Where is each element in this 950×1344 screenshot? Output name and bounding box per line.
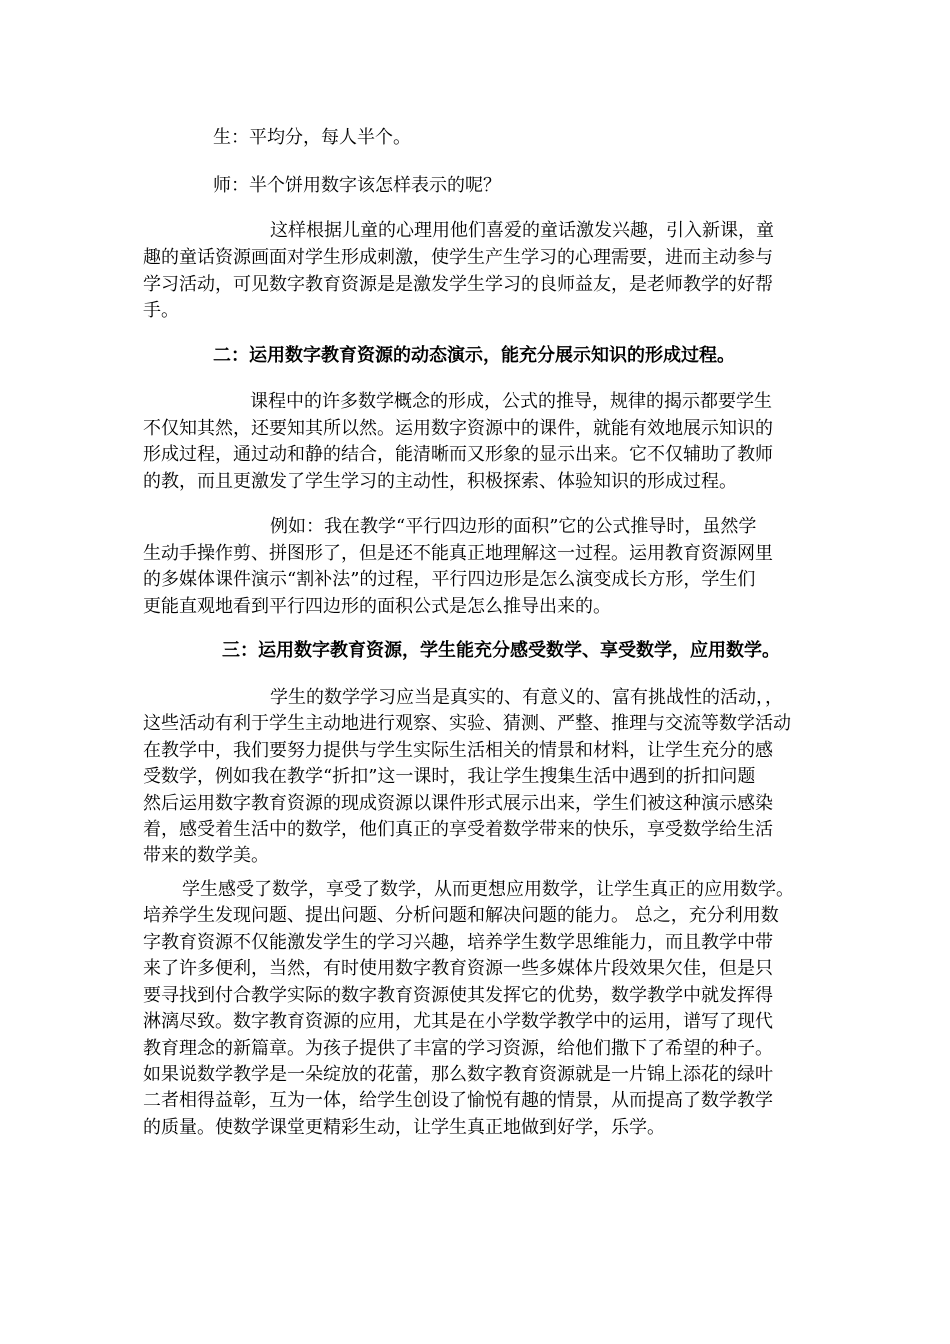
paragraph-4-line: 受数学，例如我在教学“折扣”这一课时，我让学生搜集生活中遇到的折扣问题 (143, 766, 756, 787)
paragraph-5-line: 如果说数学教学是一朵绽放的花蕾，那么数字教育资源就是一片锦上添花的绿叶 (143, 1064, 773, 1085)
paragraph-1-line: 手。 (143, 300, 179, 321)
section-heading-2: 二：运用数字教育资源的动态演示，能充分展示知识的形成过程。 (213, 345, 735, 366)
paragraph-4-line: 这些活动有利于学生主动地进行观察、实验、猜测、严整、推理与交流等数学活动 (143, 713, 791, 734)
paragraph-5-line: 培养学生发现问题、提出问题、分析问题和解决问题的能力。 总之，充分利用数 (143, 905, 779, 926)
paragraph-2-line: 的教，而且更激发了学生学习的主动性，积极探索、体验知识的形成过程。 (143, 471, 737, 492)
paragraph-2-line: 不仅知其然，还要知其所以然。运用数字资源中的课件，就能有效地展示知识的 (143, 418, 773, 439)
paragraph-3-line: 的多媒体课件演示“割补法”的过程，平行四边形是怎么演变成长方形，学生们 (143, 569, 756, 590)
paragraph-5-line: 字教育资源不仅能激发学生的学习兴趣，培养学生数学思维能力，而且教学中带 (143, 932, 773, 953)
section-heading-3: 三：运用数字教育资源，学生能充分感受数学、享受数学，应用数学。 (222, 640, 780, 661)
paragraph-5-line: 来了许多便利，当然，有时使用数字教育资源一些多媒体片段效果欠佳，但是只 (143, 958, 773, 979)
paragraph-1-line: 这样根据儿童的心理用他们喜爱的童话激发兴趣，引入新课，童 (270, 220, 774, 241)
paragraph-4-line: 学生的数学学习应当是真实的、有意义的、富有挑战性的活动，， (270, 687, 783, 708)
paragraph-3-line: 更能直观地看到平行四边形的面积公式是怎么推导出来的。 (143, 596, 611, 617)
paragraph-3-line: 例如：我在教学“平行四边形的面积”它的公式推导时，虽然学 (270, 516, 757, 537)
paragraph-3-line: 生动手操作剪、拼图形了，但是还不能真正地理解这一过程。运用教育资源网里 (143, 543, 773, 564)
dialog-line-student: 生：平均分，每人半个。 (213, 127, 411, 148)
paragraph-1-line: 趣的童话资源画面对学生形成刺激，使学生产生学习的心理需要，进而主动参与 (143, 247, 773, 268)
dialog-line-teacher: 师：半个饼用数字该怎样表示的呢？ (213, 175, 501, 196)
paragraph-4-line: 在教学中，我们要努力提供与学生实际生活相关的情景和材料，让学生充分的感 (143, 740, 773, 761)
paragraph-5-line: 淋漓尽致。数字教育资源的应用，尤其是在小学数学教学中的运用，谱写了现代 (143, 1011, 773, 1032)
paragraph-1-line: 学习活动，可见数字教育资源是是激发学生学习的良师益友，是老师教学的好帮 (143, 274, 773, 295)
paragraph-4-line: 带来的数学美。 (143, 845, 269, 866)
paragraph-5-line: 的质量。使数学课堂更精彩生动，让学生真正地做到好学，乐学。 (143, 1117, 665, 1138)
paragraph-5-line: 教育理念的新篇章。为孩子提供了丰富的学习资源，给他们撒下了希望的种子。 (143, 1038, 773, 1059)
paragraph-4-line: 然后运用数字教育资源的现成资源以课件形式展示出来，学生们被这种演示感染 (143, 793, 773, 814)
paragraph-2-line: 课程中的许多数学概念的形成，公式的推导，规律的揭示都要学生 (250, 391, 772, 412)
paragraph-5-line: 要寻找到付合教学实际的数字教育资源使其发挥它的优势，数学教学中就发挥得 (143, 985, 773, 1006)
paragraph-5-line: 学生感受了数学，享受了数学，从而更想应用数学，让学生真正的应用数学。 (182, 879, 794, 900)
paragraph-2-line: 形成过程，通过动和静的结合，能清晰而又形象的显示出来。它不仅辅助了教师 (143, 444, 773, 465)
paragraph-4-line: 着，感受着生活中的数学，他们真正的享受着数学带来的快乐，享受数学给生活 (143, 819, 773, 840)
paragraph-5-line: 二者相得益彰，互为一体，给学生创设了愉悦有趣的情景，从而提高了数学教学 (143, 1090, 773, 1111)
